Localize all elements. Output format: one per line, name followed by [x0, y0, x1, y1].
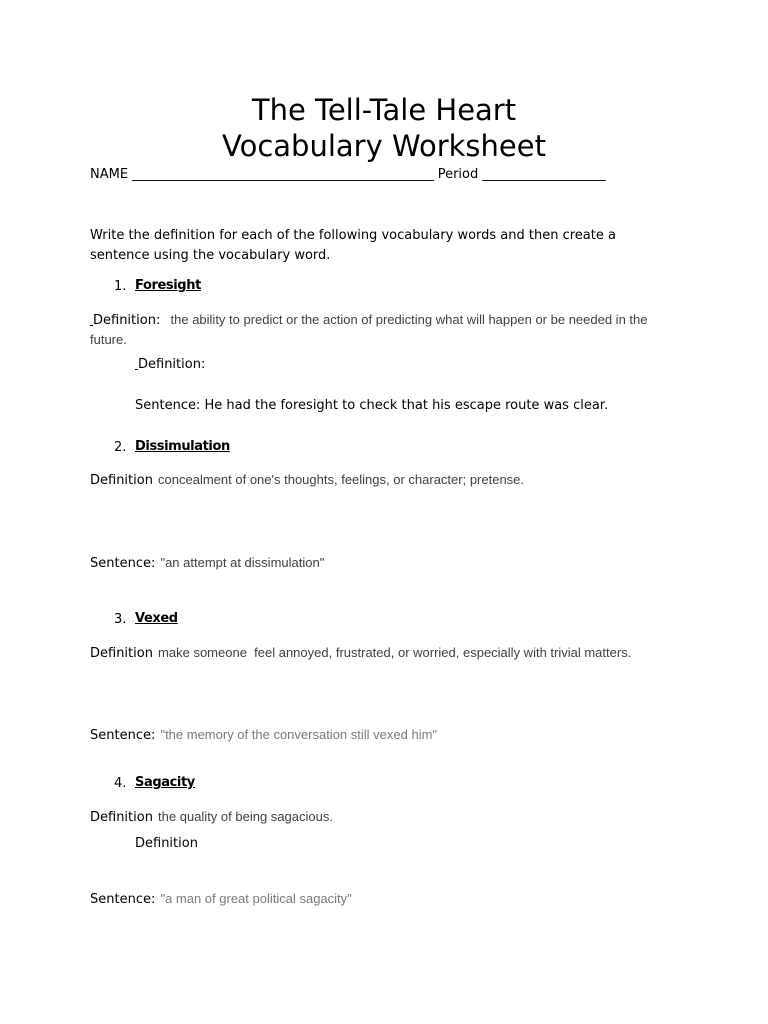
- item-3-sentence-label: Sentence:: [90, 728, 156, 743]
- item-3-sentence-block: [90, 724, 437, 743]
- item-2-definition: concealment of one's thoughts, feelings, or character; pretense.: [158, 472, 525, 487]
- item-2-sentence-block: [90, 552, 324, 571]
- item-1-definition: the ability to predict or the action of predicting what will happen or be needed in the future.: [90, 312, 648, 347]
- period-blank: ____________________: [482, 167, 606, 182]
- name-label: NAME: [90, 167, 129, 182]
- item-1-definition-block: [90, 310, 680, 349]
- item-1-number: 1.: [114, 279, 127, 294]
- name-period-line: [90, 165, 605, 185]
- item-1-sentence-block: [135, 398, 608, 413]
- name-blank: _________________________________________________: [132, 167, 434, 182]
- item-4-definition: the quality of being sagacious.: [158, 809, 333, 824]
- item-3-word: Vexed: [135, 611, 178, 626]
- item-2-sentence: "an attempt at dissimulation": [160, 555, 325, 570]
- item-3-sentence: "the memory of the conversation still vexed him": [160, 727, 438, 742]
- item-1-extra-definition-label: Definition:: [138, 357, 206, 372]
- item-2-definition-label: Definition: [90, 473, 153, 488]
- worksheet-title-line-1: The Tell-Tale Heart: [251, 93, 517, 127]
- item-3-definition-block: [90, 642, 631, 661]
- item-2-word: Dissimulation: [135, 439, 230, 454]
- item-1-sentence-label: Sentence:: [135, 398, 201, 413]
- period-label: Period: [437, 167, 479, 182]
- item-2-number: 2.: [114, 440, 127, 455]
- item-4-sentence-block: [90, 888, 352, 907]
- worksheet-title-line-2: Vocabulary Worksheet: [222, 129, 546, 163]
- item-4-extra-definition-label: Definition: [135, 836, 198, 851]
- item-4-definition-label: Definition: [90, 810, 153, 825]
- item-4-definition-block: [90, 806, 333, 825]
- instructions: Write the definition for each of the following vocabulary words and then create a sentence using the vocabulary word.: [90, 228, 616, 263]
- item-3-definition: make someone feel annoyed, frustrated, or worried, especially with trivial matters.: [158, 645, 632, 660]
- item-4-word: Sagacity: [135, 775, 195, 790]
- item-4-sentence-label: Sentence:: [90, 892, 156, 907]
- item-2-sentence-label: Sentence:: [90, 556, 156, 571]
- item-1-extra-definition: [135, 357, 205, 372]
- item-3-number: 3.: [114, 612, 127, 627]
- item-4-number: 4.: [114, 776, 127, 791]
- item-1-definition-label: Definition:: [93, 313, 161, 328]
- item-4-sentence: "a man of great political sagacity": [160, 891, 352, 906]
- item-3-definition-label: Definition: [90, 646, 153, 661]
- item-2-definition-block: [90, 469, 524, 488]
- item-1-word: Foresight: [135, 278, 201, 293]
- item-1-sentence: He had the foresight to check that his escape route was clear.: [204, 398, 609, 413]
